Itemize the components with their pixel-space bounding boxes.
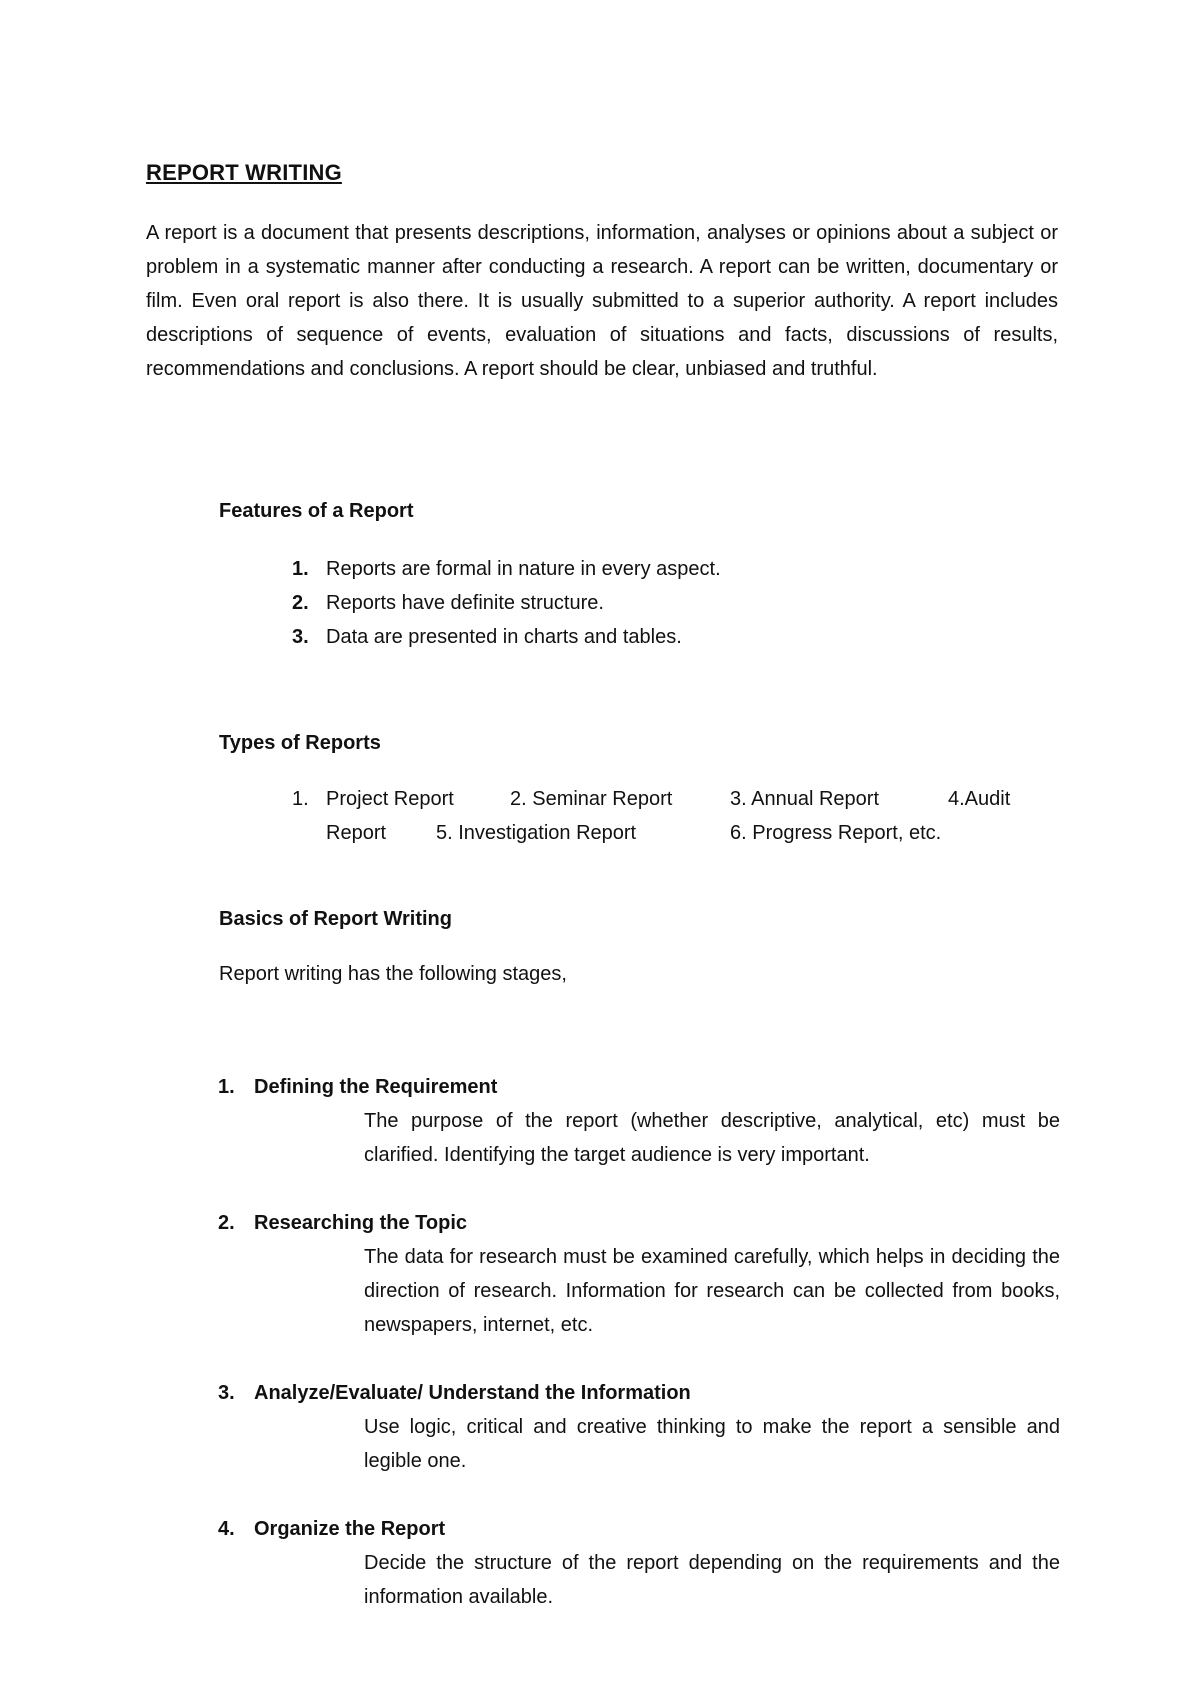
stage-item — [218, 1512, 1060, 1614]
stage-item — [218, 1070, 1060, 1172]
stage-title-text: Organize the Report — [254, 1518, 446, 1540]
list-item-text: Reports are formal in nature in every aspect. — [326, 558, 721, 580]
type-audit-report-cont: Report — [326, 822, 387, 844]
basics-lead: Report writing has the following stages, — [219, 963, 567, 985]
list-item-text: Reports have definite structure. — [326, 592, 604, 614]
list-item-text: Data are presented in charts and tables. — [326, 626, 682, 648]
document-title: REPORT WRITING — [146, 160, 342, 185]
stage-number: 1. — [218, 1076, 235, 1098]
stage-title — [218, 1376, 1060, 1410]
stage-description: Decide the structure of the report depending on the requirements and the information available. — [364, 1552, 1060, 1608]
type-audit-report: 4.Audit — [948, 788, 1011, 810]
list-item-number: 2. — [292, 592, 309, 614]
types-heading: Types of Reports — [219, 732, 381, 754]
list-item — [292, 552, 721, 586]
type-annual-report: 3. Annual Report — [730, 788, 879, 810]
list-item — [292, 586, 721, 620]
type-progress-report: 6. Progress Report, etc. — [730, 822, 942, 844]
stage-description: The purpose of the report (whether descriptive, analytical, etc) must be clarified. Identifying the target audience is very important. — [364, 1110, 1060, 1166]
stage-title — [218, 1512, 1060, 1546]
features-list — [292, 552, 721, 654]
stage-title-text: Researching the Topic — [254, 1212, 468, 1234]
stage-item — [218, 1376, 1060, 1478]
list-item-number: 3. — [292, 626, 309, 648]
stage-number: 3. — [218, 1382, 235, 1404]
stage-description: The data for research must be examined carefully, which helps in deciding the direction of research. Information for research can be collected from books, newspapers, internet, etc. — [364, 1246, 1060, 1336]
stage-number: 4. — [218, 1518, 235, 1540]
stage-title — [218, 1206, 1060, 1240]
stage-title-text: Defining the Requirement — [254, 1076, 498, 1098]
stage-number: 2. — [218, 1212, 235, 1234]
types-number: 1. — [292, 788, 309, 810]
stage-description: Use logic, critical and creative thinking to make the report a sensible and legible one. — [364, 1416, 1060, 1472]
type-project-report: Project Report — [326, 788, 454, 810]
stage-title — [218, 1070, 1060, 1104]
type-investigation-report: 5. Investigation Report — [436, 822, 637, 844]
features-heading: Features of a Report — [219, 500, 414, 522]
stage-title-text: Analyze/Evaluate/ Understand the Information — [254, 1382, 691, 1404]
basics-heading: Basics of Report Writing — [219, 908, 452, 930]
list-item — [292, 620, 721, 654]
list-item-number: 1. — [292, 558, 309, 580]
intro-paragraph: A report is a document that presents descriptions, information, analyses or opinions about a subject or problem in a systematic manner after conducting a research. A report can be written, documentary or film. Even oral report is also there. It is usually submitted to a superior authority. A report includes descriptions of sequence of events, evaluation of situations and facts, discussions of results, recommendations and conclusions. A report should be clear, unbiased and truthful. — [146, 222, 1058, 380]
type-seminar-report: 2. Seminar Report — [510, 788, 673, 810]
stage-item — [218, 1206, 1060, 1342]
